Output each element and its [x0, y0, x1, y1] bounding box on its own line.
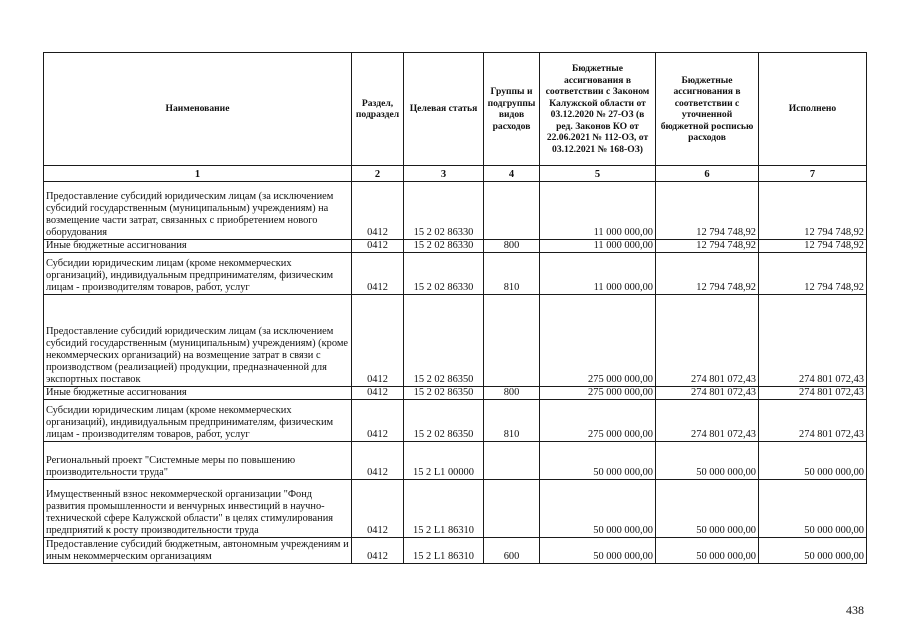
row-assignments-law: 275 000 000,00: [540, 387, 656, 400]
header-section: Раздел, подраздел: [352, 53, 404, 166]
row-name: Имущественный взнос некоммерческой организации "Фонд развития промышленности и венчурных инвестиций в научно-технической сфере Калужской области" в целях стимулирования предприятий к росту производительности труда: [44, 480, 352, 538]
row-section: 0412: [352, 387, 404, 400]
row-executed: 50 000 000,00: [759, 442, 867, 480]
row-name: Субсидии юридическим лицам (кроме некоммерческих организаций), индивидуальным предпринимателям, физическим лицам - производителям товаров, работ, услуг: [44, 400, 352, 442]
table-row: [44, 182, 867, 240]
row-executed: 50 000 000,00: [759, 480, 867, 538]
table-row: [44, 295, 867, 387]
row-executed: 274 801 072,43: [759, 387, 867, 400]
row-assignments-law: 50 000 000,00: [540, 538, 656, 564]
row-target-item: 15 2 02 86330: [404, 253, 484, 295]
row-section: 0412: [352, 253, 404, 295]
row-group: [484, 442, 540, 480]
header-groups: Группы и подгруппы видов расходов: [484, 53, 540, 166]
row-section: 0412: [352, 400, 404, 442]
row-group: 800: [484, 240, 540, 253]
budget-table: [43, 52, 867, 564]
row-assignments-law: 50 000 000,00: [540, 480, 656, 538]
row-executed: 12 794 748,92: [759, 253, 867, 295]
row-group: 810: [484, 400, 540, 442]
row-assignments-list: 274 801 072,43: [656, 387, 759, 400]
row-assignments-list: 12 794 748,92: [656, 253, 759, 295]
row-target-item: 15 2 L1 86310: [404, 538, 484, 564]
row-name: Иные бюджетные ассигнования: [44, 387, 352, 400]
column-number: 4: [484, 166, 540, 182]
row-assignments-list: 12 794 748,92: [656, 182, 759, 240]
table-row: [44, 442, 867, 480]
row-assignments-law: 50 000 000,00: [540, 442, 656, 480]
row-group: [484, 480, 540, 538]
row-name: Региональный проект "Системные меры по повышению производительности труда": [44, 442, 352, 480]
row-group: [484, 182, 540, 240]
row-target-item: 15 2 L1 00000: [404, 442, 484, 480]
table-row: [44, 480, 867, 538]
row-group: 810: [484, 253, 540, 295]
row-assignments-law: 11 000 000,00: [540, 240, 656, 253]
row-section: 0412: [352, 182, 404, 240]
row-section: 0412: [352, 480, 404, 538]
row-target-item: 15 2 L1 86310: [404, 480, 484, 538]
row-assignments-list: 50 000 000,00: [656, 480, 759, 538]
table-row: [44, 253, 867, 295]
column-number-row: [44, 166, 867, 182]
row-assignments-law: 11 000 000,00: [540, 182, 656, 240]
row-executed: 12 794 748,92: [759, 182, 867, 240]
column-number: 1: [44, 166, 352, 182]
header-target-item: Целевая статья: [404, 53, 484, 166]
row-executed: 50 000 000,00: [759, 538, 867, 564]
row-group: 800: [484, 387, 540, 400]
row-name: Предоставление субсидий юридическим лицам (за исключением субсидий государственным (муниципальным) учреждениям) (кроме некоммерческих организаций) на возмещение затрат в связи с производством (реализацией) продукции, предназначенной для экспортных поставок: [44, 295, 352, 387]
row-section: 0412: [352, 240, 404, 253]
table-row: [44, 240, 867, 253]
row-target-item: 15 2 02 86350: [404, 400, 484, 442]
header-row: [44, 53, 867, 166]
row-executed: 274 801 072,43: [759, 295, 867, 387]
row-group: [484, 295, 540, 387]
row-name: Предоставление субсидий юридическим лицам (за исключением субсидий государственным (муниципальным) учреждениям) на возмещение части затрат, связанных с приобретением нового оборудования: [44, 182, 352, 240]
column-number: 7: [759, 166, 867, 182]
table-row: [44, 400, 867, 442]
column-number: 3: [404, 166, 484, 182]
column-number: 5: [540, 166, 656, 182]
row-section: 0412: [352, 538, 404, 564]
column-number: 6: [656, 166, 759, 182]
header-executed: Исполнено: [759, 53, 867, 166]
row-target-item: 15 2 02 86350: [404, 295, 484, 387]
row-executed: 274 801 072,43: [759, 400, 867, 442]
row-name: Субсидии юридическим лицам (кроме некоммерческих организаций), индивидуальным предпринимателям, физическим лицам - производителям товаров, работ, услуг: [44, 253, 352, 295]
row-assignments-law: 11 000 000,00: [540, 253, 656, 295]
row-assignments-list: 274 801 072,43: [656, 400, 759, 442]
page-number: 438: [846, 603, 864, 617]
row-assignments-list: 50 000 000,00: [656, 538, 759, 564]
row-section: 0412: [352, 295, 404, 387]
table-row: [44, 387, 867, 400]
table-row: [44, 538, 867, 564]
row-assignments-list: 274 801 072,43: [656, 295, 759, 387]
header-assignments-law: Бюджетные ассигнования в соответствии с Законом Калужской области от 03.12.2020 № 27-ОЗ (в ред. Законов КО от 22.06.2021 № 112-ОЗ, от 03.12.2021 № 168-ОЗ): [540, 53, 656, 166]
row-target-item: 15 2 02 86330: [404, 240, 484, 253]
row-assignments-law: 275 000 000,00: [540, 295, 656, 387]
row-executed: 12 794 748,92: [759, 240, 867, 253]
row-section: 0412: [352, 442, 404, 480]
row-name: Иные бюджетные ассигнования: [44, 240, 352, 253]
row-name: Предоставление субсидий бюджетным, автономным учреждениям и иным некоммерческим организациям: [44, 538, 352, 564]
header-name: Наименование: [44, 53, 352, 166]
row-group: 600: [484, 538, 540, 564]
row-assignments-list: 50 000 000,00: [656, 442, 759, 480]
row-assignments-law: 275 000 000,00: [540, 400, 656, 442]
row-assignments-list: 12 794 748,92: [656, 240, 759, 253]
row-target-item: 15 2 02 86350: [404, 387, 484, 400]
column-number: 2: [352, 166, 404, 182]
header-assignments-list: Бюджетные ассигнования в соответствии с уточненной бюджетной росписью расходов: [656, 53, 759, 166]
row-target-item: 15 2 02 86330: [404, 182, 484, 240]
